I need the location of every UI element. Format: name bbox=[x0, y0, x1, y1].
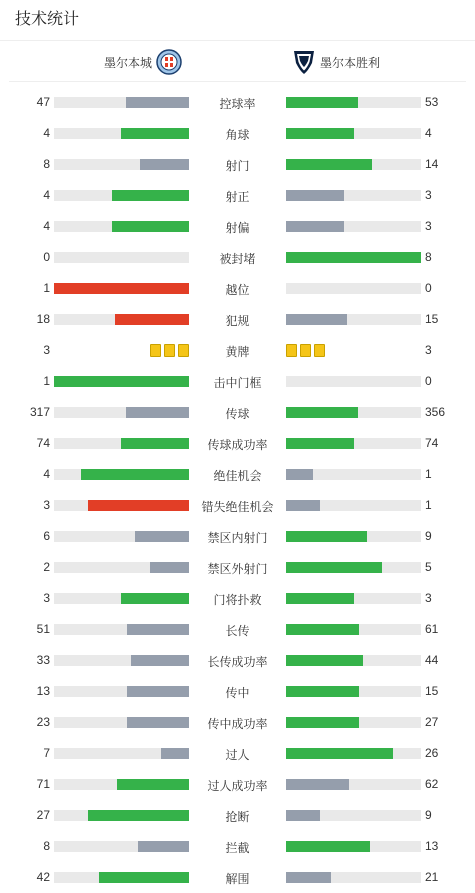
away-stat-value: 61 bbox=[425, 622, 439, 636]
stat-row bbox=[0, 552, 475, 583]
home-stat-value: 2 bbox=[43, 560, 50, 574]
home-stat-value: 74 bbox=[36, 436, 50, 450]
home-stat-bar bbox=[54, 748, 189, 759]
away-stat-value: 13 bbox=[425, 839, 439, 853]
home-stat-value: 13 bbox=[36, 684, 50, 698]
away-stat-bar-fill bbox=[286, 562, 382, 573]
home-stat-bar-fill bbox=[117, 779, 189, 790]
stat-row bbox=[0, 366, 475, 397]
stat-label: 黄牌 bbox=[225, 345, 250, 359]
stat-label: 绝佳机会 bbox=[213, 469, 262, 483]
away-stat-value: 356 bbox=[425, 405, 446, 419]
home-stat-bar bbox=[54, 469, 189, 480]
home-stat-value: 7 bbox=[43, 746, 50, 760]
away-stat-bar bbox=[286, 810, 421, 821]
away-stat-value: 62 bbox=[425, 777, 439, 791]
home-stat-bar-fill bbox=[150, 562, 189, 573]
stat-row bbox=[0, 707, 475, 738]
stat-row bbox=[0, 397, 475, 428]
home-stat-bar bbox=[54, 407, 189, 418]
away-stat-value: 8 bbox=[425, 250, 432, 264]
home-stat-value: 1 bbox=[43, 374, 50, 388]
yellow-card-icon bbox=[164, 344, 175, 357]
home-stat-value: 6 bbox=[43, 529, 50, 543]
home-stat-bar bbox=[54, 717, 189, 728]
yellow-card-icon bbox=[150, 344, 161, 357]
home-stat-bar-fill bbox=[140, 159, 189, 170]
away-stat-bar bbox=[286, 686, 421, 697]
stat-label: 击中门框 bbox=[213, 376, 262, 390]
away-stat-bar-fill bbox=[286, 159, 372, 170]
away-stat-value: 3 bbox=[425, 188, 432, 202]
home-stat-bar-fill bbox=[112, 190, 189, 201]
stat-label: 禁区内射门 bbox=[207, 531, 268, 545]
home-stat-bar bbox=[54, 252, 189, 263]
away-stat-value: 4 bbox=[425, 126, 432, 140]
home-stat-bar bbox=[54, 655, 189, 666]
away-yellow-cards bbox=[286, 344, 325, 357]
away-stat-value: 3 bbox=[425, 591, 432, 605]
away-stat-bar bbox=[286, 779, 421, 790]
home-stat-bar-fill bbox=[135, 531, 189, 542]
home-stat-value: 47 bbox=[36, 95, 50, 109]
home-stat-value: 27 bbox=[36, 808, 50, 822]
away-stat-bar-fill bbox=[286, 221, 344, 232]
home-stat-bar bbox=[54, 128, 189, 139]
stat-label: 角球 bbox=[225, 128, 250, 142]
stat-label: 解围 bbox=[225, 872, 250, 886]
away-stat-bar-fill bbox=[286, 841, 370, 852]
away-stat-bar-fill bbox=[286, 748, 393, 759]
stat-label: 错失绝佳机会 bbox=[201, 500, 274, 514]
away-stat-bar bbox=[286, 252, 421, 263]
away-stat-bar bbox=[286, 531, 421, 542]
away-stat-bar bbox=[286, 841, 421, 852]
stats-list bbox=[0, 87, 475, 893]
away-stat-value: 14 bbox=[425, 157, 439, 171]
stat-label: 传中成功率 bbox=[207, 717, 268, 731]
home-stat-value: 3 bbox=[43, 343, 50, 357]
home-stat-bar-fill bbox=[54, 376, 189, 387]
away-stat-bar bbox=[286, 624, 421, 635]
home-stat-bar bbox=[54, 283, 189, 294]
away-stat-bar-fill bbox=[286, 531, 367, 542]
home-stat-bar bbox=[54, 624, 189, 635]
home-stat-value: 71 bbox=[36, 777, 50, 791]
away-stat-bar bbox=[286, 438, 421, 449]
stat-label: 禁区外射门 bbox=[207, 562, 268, 576]
stat-row bbox=[0, 862, 475, 893]
away-stat-value: 74 bbox=[425, 436, 439, 450]
stat-label: 射门 bbox=[225, 159, 250, 173]
home-stat-bar-fill bbox=[127, 717, 189, 728]
away-stat-value: 5 bbox=[425, 560, 432, 574]
home-stat-value: 33 bbox=[36, 653, 50, 667]
away-stat-value: 0 bbox=[425, 374, 432, 388]
stat-row bbox=[0, 676, 475, 707]
home-stat-value: 23 bbox=[36, 715, 50, 729]
home-stat-bar-fill bbox=[115, 314, 189, 325]
home-stat-bar-fill bbox=[81, 469, 189, 480]
away-stat-bar bbox=[286, 97, 421, 108]
away-stat-bar-fill bbox=[286, 190, 344, 201]
stat-row bbox=[0, 428, 475, 459]
away-stat-bar bbox=[286, 407, 421, 418]
away-stat-bar bbox=[286, 469, 421, 480]
away-stat-bar bbox=[286, 314, 421, 325]
home-stat-bar-fill bbox=[99, 872, 189, 883]
away-stat-bar bbox=[286, 376, 421, 387]
away-stat-value: 0 bbox=[425, 281, 432, 295]
home-stat-bar bbox=[54, 779, 189, 790]
stat-row bbox=[0, 118, 475, 149]
home-stat-bar bbox=[54, 159, 189, 170]
stat-label: 过人成功率 bbox=[207, 779, 268, 793]
home-stat-value: 4 bbox=[43, 467, 50, 481]
home-stat-value: 4 bbox=[43, 219, 50, 233]
home-stat-bar-fill bbox=[88, 810, 189, 821]
stat-row bbox=[0, 645, 475, 676]
away-stat-value: 21 bbox=[425, 870, 439, 884]
away-team bbox=[291, 49, 380, 75]
home-stat-bar bbox=[54, 190, 189, 201]
home-stat-bar bbox=[54, 97, 189, 108]
home-stat-bar bbox=[54, 376, 189, 387]
yellow-card-icon bbox=[286, 344, 297, 357]
stat-label: 长传成功率 bbox=[207, 655, 268, 669]
stat-row bbox=[0, 738, 475, 769]
stat-label: 过人 bbox=[225, 748, 250, 762]
away-stat-value: 9 bbox=[425, 808, 432, 822]
home-stat-value: 8 bbox=[43, 839, 50, 853]
home-yellow-cards bbox=[150, 344, 189, 357]
away-stat-bar-fill bbox=[286, 407, 358, 418]
stat-row bbox=[0, 800, 475, 831]
home-stat-bar bbox=[54, 531, 189, 542]
team-header bbox=[9, 41, 466, 82]
stat-row bbox=[0, 459, 475, 490]
away-stat-bar bbox=[286, 717, 421, 728]
away-stat-value: 53 bbox=[425, 95, 439, 109]
stat-row bbox=[0, 583, 475, 614]
away-stat-value: 9 bbox=[425, 529, 432, 543]
away-stat-bar-fill bbox=[286, 872, 331, 883]
home-team bbox=[104, 49, 182, 75]
away-stat-bar bbox=[286, 562, 421, 573]
home-stat-bar-fill bbox=[161, 748, 189, 759]
stat-row bbox=[0, 335, 475, 366]
home-stat-bar bbox=[54, 500, 189, 511]
home-stat-value: 317 bbox=[29, 405, 50, 419]
stat-label: 传球成功率 bbox=[207, 438, 268, 452]
home-stat-value: 8 bbox=[43, 157, 50, 171]
stat-row bbox=[0, 180, 475, 211]
home-stat-bar-fill bbox=[126, 97, 189, 108]
away-stat-value: 26 bbox=[425, 746, 439, 760]
home-stat-bar-fill bbox=[121, 438, 189, 449]
melbourne-city-crest-icon bbox=[156, 49, 182, 75]
home-stat-bar-fill bbox=[88, 500, 189, 511]
away-stat-bar-fill bbox=[286, 314, 347, 325]
stat-row bbox=[0, 87, 475, 118]
away-stat-bar bbox=[286, 128, 421, 139]
home-stat-bar bbox=[54, 221, 189, 232]
home-stat-bar bbox=[54, 841, 189, 852]
away-stat-bar-fill bbox=[286, 438, 354, 449]
yellow-card-icon bbox=[314, 344, 325, 357]
away-stat-bar-fill bbox=[286, 97, 358, 108]
home-stat-bar bbox=[54, 872, 189, 883]
away-stat-value: 3 bbox=[425, 219, 432, 233]
away-stat-value: 44 bbox=[425, 653, 439, 667]
stat-row bbox=[0, 273, 475, 304]
home-stat-value: 18 bbox=[36, 312, 50, 326]
home-stat-bar-fill bbox=[112, 221, 189, 232]
home-stat-bar-fill bbox=[126, 407, 189, 418]
home-stat-value: 51 bbox=[36, 622, 50, 636]
home-stat-value: 3 bbox=[43, 498, 50, 512]
home-stat-bar bbox=[54, 562, 189, 573]
away-stat-value: 15 bbox=[425, 312, 439, 326]
home-stat-bar bbox=[54, 686, 189, 697]
away-stat-bar-fill bbox=[286, 469, 313, 480]
melbourne-victory-crest-icon bbox=[291, 49, 317, 75]
home-stat-value: 42 bbox=[36, 870, 50, 884]
home-stat-bar-fill bbox=[121, 593, 189, 604]
away-stat-bar-fill bbox=[286, 655, 363, 666]
stat-label: 传中 bbox=[225, 686, 250, 700]
away-stat-bar-fill bbox=[286, 252, 421, 263]
stat-label: 传球 bbox=[225, 407, 250, 421]
away-stat-bar bbox=[286, 748, 421, 759]
away-stat-value: 27 bbox=[425, 715, 439, 729]
stat-row bbox=[0, 490, 475, 521]
home-stat-bar bbox=[54, 593, 189, 604]
stat-row bbox=[0, 149, 475, 180]
home-stat-bar bbox=[54, 438, 189, 449]
stat-row bbox=[0, 521, 475, 552]
stat-row bbox=[0, 614, 475, 645]
away-stat-bar-fill bbox=[286, 717, 359, 728]
page-title: 技术统计 bbox=[0, 0, 475, 41]
away-stat-bar-fill bbox=[286, 810, 320, 821]
stat-label: 射偏 bbox=[225, 221, 250, 235]
away-stat-bar-fill bbox=[286, 128, 354, 139]
home-stat-value: 0 bbox=[43, 250, 50, 264]
home-team-name: 墨尔本城 bbox=[103, 55, 152, 70]
stat-row bbox=[0, 769, 475, 800]
stat-label: 射正 bbox=[225, 190, 250, 204]
away-stat-bar-fill bbox=[286, 593, 354, 604]
away-stat-bar bbox=[286, 221, 421, 232]
away-stat-bar-fill bbox=[286, 624, 359, 635]
away-stat-value: 15 bbox=[425, 684, 439, 698]
away-stat-bar bbox=[286, 500, 421, 511]
home-stat-bar bbox=[54, 810, 189, 821]
away-stat-bar bbox=[286, 872, 421, 883]
yellow-card-icon bbox=[178, 344, 189, 357]
home-stat-bar-fill bbox=[131, 655, 189, 666]
home-stat-bar-fill bbox=[121, 128, 189, 139]
home-stat-bar-fill bbox=[54, 283, 189, 294]
stat-label: 被封堵 bbox=[219, 252, 256, 266]
stat-row bbox=[0, 242, 475, 273]
away-stat-value: 1 bbox=[425, 467, 432, 481]
away-stat-bar bbox=[286, 190, 421, 201]
away-stat-bar bbox=[286, 655, 421, 666]
stat-row bbox=[0, 304, 475, 335]
away-stat-bar bbox=[286, 283, 421, 294]
away-team-name: 墨尔本胜利 bbox=[320, 55, 381, 70]
home-stat-bar-fill bbox=[127, 624, 189, 635]
stat-label: 长传 bbox=[225, 624, 250, 638]
home-stat-value: 3 bbox=[43, 591, 50, 605]
home-stat-bar-fill bbox=[138, 841, 189, 852]
stat-label: 拦截 bbox=[225, 841, 250, 855]
stat-row bbox=[0, 211, 475, 242]
stat-label: 越位 bbox=[225, 283, 250, 297]
stat-label: 门将扑救 bbox=[213, 593, 262, 607]
stat-row bbox=[0, 831, 475, 862]
home-stat-value: 4 bbox=[43, 188, 50, 202]
away-stat-bar-fill bbox=[286, 779, 349, 790]
home-stat-bar bbox=[54, 314, 189, 325]
away-stat-bar bbox=[286, 159, 421, 170]
away-stat-value: 1 bbox=[425, 498, 432, 512]
stat-label: 犯规 bbox=[225, 314, 250, 328]
home-stat-value: 1 bbox=[43, 281, 50, 295]
stat-label: 控球率 bbox=[219, 97, 256, 111]
away-stat-bar-fill bbox=[286, 686, 359, 697]
stat-label: 抢断 bbox=[225, 810, 250, 824]
away-stat-bar bbox=[286, 593, 421, 604]
yellow-card-icon bbox=[300, 344, 311, 357]
home-stat-value: 4 bbox=[43, 126, 50, 140]
away-stat-value: 3 bbox=[425, 343, 432, 357]
away-stat-bar-fill bbox=[286, 500, 320, 511]
home-stat-bar-fill bbox=[127, 686, 189, 697]
